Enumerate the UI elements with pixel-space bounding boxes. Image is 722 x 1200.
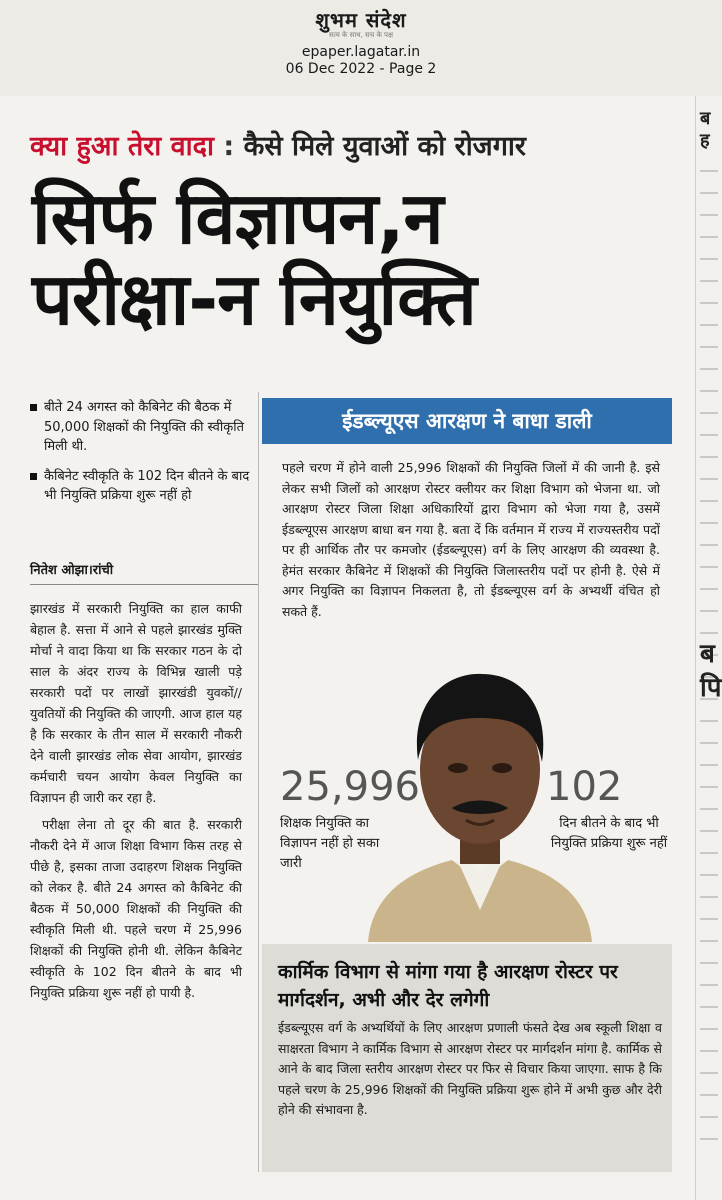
bullet-item: बीते 24 अगस्त को कैबिनेट की बैठक में 50,000 शिक्षकों की नियुक्ति की स्वीकृति मिली थी.	[30, 398, 258, 457]
masthead	[0, 0, 722, 96]
stat-vacancies	[280, 764, 420, 874]
strip-glyph: ह	[700, 130, 710, 151]
headline-line-2: परीक्षा-न नियुक्ति	[32, 256, 476, 341]
newspaper-tagline: सत्य के साथ, सच के पक्ष	[328, 31, 394, 39]
article-headline	[32, 178, 672, 339]
byline: नितेश ओझा।रांची	[30, 563, 114, 578]
kicker-rest: कैसे मिले युवाओं को रोजगार	[243, 131, 526, 162]
headline-line-1: सिर्फ विज्ञापन,न	[32, 176, 443, 260]
bullet-item: कैबिनेट स्वीकृति के 102 दिन बीतने के बाद भी नियुक्ति प्रक्रिया शुरू नहीं हो	[30, 467, 258, 506]
column-divider	[258, 392, 259, 1172]
body-paragraph: झारखंड में सरकारी नियुक्ति का हाल काफी बेहाल है. सत्ता में आने से पहले झारखंड मुक्ति मोर्चा ने वादा किया था कि सरकार गठन के दो साल के अंदर राज्य के विभिन्न खाली पड़े सरकारी पदों पर लाखों झारखंडी युवकों//युवतियों की नियुक्ति की जाएगी. आज हाल यह है कि सरकार के तीन साल में सरकारी नौकरी देने वाली झारखंड लोक सेवा आयोग, झारखंड कर्मचारी चयन आयोग केवल नियुक्ति का विज्ञापन ही जारी कर रहा है.	[30, 601, 242, 805]
sidebar-title-band: ईडब्ल्यूएस आरक्षण ने बाधा डाली	[262, 398, 672, 444]
article-kicker	[30, 126, 670, 163]
adjacent-column-strip	[695, 96, 722, 1200]
stat-days-number: 102	[546, 764, 623, 810]
strip-glyph: पि	[700, 673, 722, 703]
article-body	[30, 598, 242, 1009]
body-paragraph: परीक्षा लेना तो दूर की बात है. सरकारी नौकरी देने में आज शिक्षा विभाग किस तरह से पीछे है, इसका ताजा उदाहरण शिक्षक नियुक्ति को लेकर है. बीते 24 अगस्त को कैबिनेट की बैठक में 50,000 शिक्षकों की नियुक्ति की स्वीकृति मिली थी. पहले चरण में 25,996 शिक्षकों की नियुक्ति होनी थी. लेकिन कैबिनेट स्वीकृति के 102 दिन बीतने के बाद भी नियुक्ति प्रक्रिया शुरू नहीं हो पायी है.	[30, 817, 242, 1000]
bottom-box-text: ईडब्ल्यूएस वर्ग के अभ्यर्थियों के लिए आरक्षण प्रणाली फंसते देख अब स्कूली शिक्षा व साक्षरता विभाग ने कार्मिक विभाग से आरक्षण रोस्टर पर मार्गदर्शन मांगा है. कार्मिक से आने के बाद जिला स्तरीय आरक्षण रोस्टर पर फिर से विचार किया जाएगा. साफ है कि पहले चरण के 25,996 शिक्षकों की नियुक्ति प्रक्रिया शुरू होने में अभी कुछ और देरी होने की संभावना है.	[278, 1020, 662, 1117]
epaper-url: epaper.lagatar.in	[301, 44, 421, 60]
sidebar-top-text: पहले चरण में होने वाली 25,996 शिक्षकों की नियुक्ति जिलों में की जानी है. इसे लेकर सभी जिलों को आरक्षण रोस्टर क्लीयर कर शिक्षा विभाग को भेजना था. जो आरक्षण रोस्टर जिला शिक्षा अधिकारियों द्वारा विभाग को भेजा गया है, उसमें ईडब्ल्यूएस आरक्षण बाधा बन गया है. बता दें कि वर्तमान में राज्य में राज्यस्तरीय पदों पर ही आर्थिक तौर पर कमजोर (ईडब्ल्यूएस) वर्ग के लिए आरक्षण की व्यवस्था है. हेमंत सरकार कैबिनेट में शिक्षकों की नियुक्ति जिलास्तरीय पदों पर होनी है. ऐसे में अगर नियुक्ति का विज्ञापन निकलता है, तो ईडब्ल्यूएस वर्ग के अभ्यर्थी वंचित हो सकते हैं.	[282, 460, 660, 619]
edition-date-page: 06 Dec 2022 - Page 2	[285, 61, 437, 77]
sidebar-bottom-box	[262, 944, 672, 1172]
byline-rule	[30, 584, 258, 585]
kicker-separator: :	[223, 131, 235, 162]
bottom-box-heading: कार्मिक विभाग से मांगा गया है आरक्षण रोस्टर पर मार्गदर्शन, अभी और देर लगेगी	[278, 961, 618, 1011]
stat-days-caption: दिन बीतने के बाद भी नियुक्ति प्रक्रिया शुरू नहीं	[550, 816, 668, 851]
kicker-red: क्या हुआ तेरा वादा	[30, 131, 214, 162]
strip-glyph: ब	[700, 108, 711, 129]
stat-days	[546, 764, 672, 854]
strip-glyph: ब	[700, 639, 715, 669]
stat-vacancies-number: 25,996	[280, 764, 420, 810]
newspaper-brand: शुभम संदेश	[315, 8, 407, 32]
stat-vacancies-caption: शिक्षक नियुक्ति का विज्ञापन नहीं हो सका जारी	[280, 816, 380, 871]
highlight-bullets	[30, 398, 258, 516]
